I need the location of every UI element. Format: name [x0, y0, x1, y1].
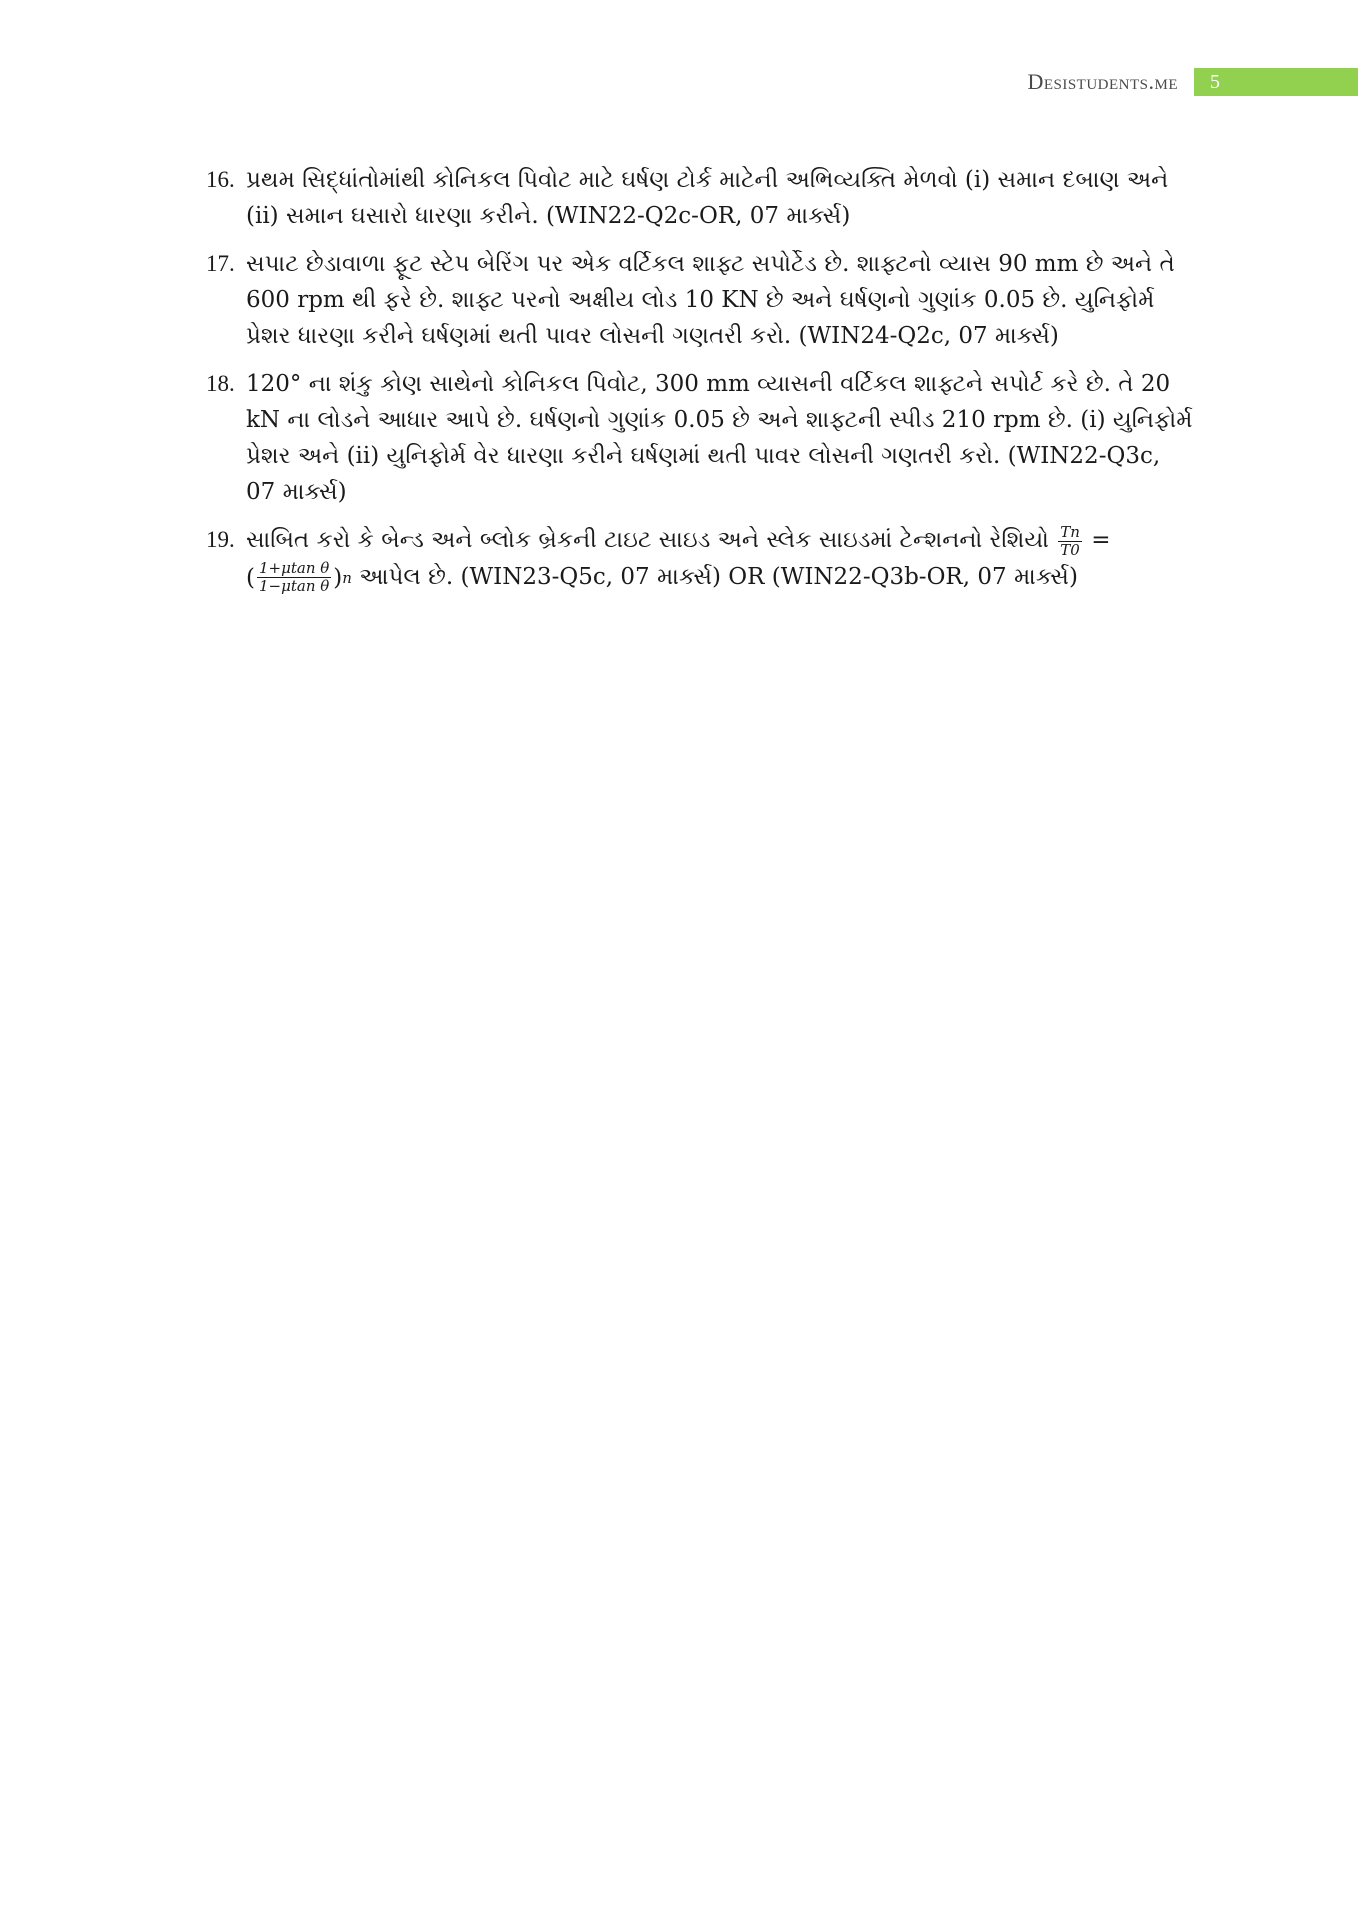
question-text-before: સાબિત કરો કે બેન્ડ અને બ્લોક બ્રેકની ટાઇટ સાઇડ અને સ્લેક સાઇડમાં ટેન્શનનો રેશિયો — [246, 527, 1049, 553]
question-item — [206, 522, 1196, 596]
question-text: પ્રથમ સિદ્ધાંતોમાંથી કોનિકલ પિવોટ માટે ઘર્ષણ ટોર્ક માટેની અભિવ્યક્તિ મેળવો (i) સમાન દબાણ અને (ii) સમાન ઘસારો ધારણા કરીને. (WIN22-Q2c-OR, 07 માર્ક્સ) — [246, 167, 1169, 229]
question-list — [206, 162, 1196, 608]
question-number: 16. — [206, 167, 235, 192]
open-paren: ( — [246, 564, 255, 591]
formula-numerator: 1+μtan θ — [258, 559, 330, 577]
equals-sign: = — [1091, 527, 1111, 553]
ratio-fraction — [1058, 524, 1082, 559]
tension-ratio — [1056, 524, 1084, 559]
formula-denominator: 1−μtan θ — [258, 577, 330, 595]
formula-fraction — [257, 560, 331, 595]
question-text — [246, 522, 1196, 596]
ratio-denominator: T0 — [1060, 540, 1080, 559]
question-text: સપાટ છેડાવાળા ફૂટ સ્ટેપ બેરિંગ પર એક વર્ટિકલ શાફ્ટ સપોર્ટેડ છે. શાફ્ટનો વ્યાસ 90 mm છે અને તે 600 rpm થી ફરે છે. શાફ્ટ પરનો અક્ષીય લોડ 10 KN છે અને ઘર્ષણનો ગુણાંક 0.05 છે. યુનિફોર્મ પ્રેશર ધારણા કરીને ઘર્ષણમાં થતી પાવર લોસની ગણતરી કરો. (WIN24-Q2c, 07 માર્ક્સ) — [246, 251, 1175, 349]
close-paren: ) — [333, 564, 343, 591]
page-header — [1027, 68, 1358, 96]
formula-exponent: n — [342, 568, 352, 587]
ratio-numerator: Tn — [1060, 522, 1080, 541]
question-number: 18. — [206, 371, 235, 396]
ratio-formula — [246, 560, 352, 596]
question-item — [206, 366, 1196, 510]
site-name: Desistudents.me — [1027, 69, 1178, 94]
question-text-after: આપેલ છે. (WIN23-Q5c, 07 માર્ક્સ) OR (WIN22-Q3b-OR, 07 માર્ક્સ) — [359, 563, 1078, 590]
question-number: 19. — [206, 527, 235, 552]
question-number: 17. — [206, 251, 235, 276]
question-text: 120° ના શંકુ કોણ સાથેનો કોનિકલ પિવોટ, 300 mm વ્યાસની વર્ટિકલ શાફ્ટને સપોર્ટ કરે છે. તે 20 kN ના લોડને આધાર આપે છે. ઘર્ષણનો ગુણાંક 0.05 છે અને શાફ્ટની સ્પીડ 210 rpm છે. (i) યુનિફોર્મ પ્રેશર અને (ii) યુનિફોર્મ વેર ધારણા કરીને ઘર્ષણમાં થતી પાવર લોસની ગણતરી કરો. (WIN22-Q3c, 07 માર્ક્સ) — [246, 371, 1193, 505]
question-item — [206, 162, 1196, 234]
question-item — [206, 246, 1196, 354]
page-number-badge: 5 — [1194, 68, 1358, 96]
